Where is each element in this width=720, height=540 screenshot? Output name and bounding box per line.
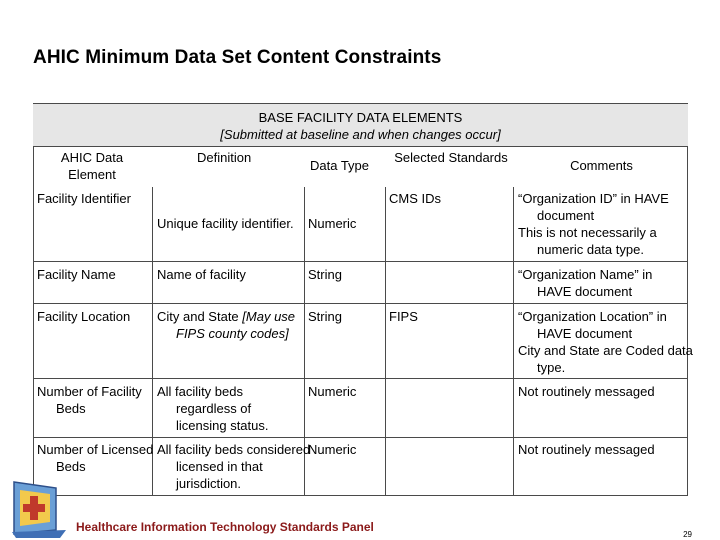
row3-definition-text: City and State	[157, 309, 243, 324]
row2-definition: Name of facility	[157, 267, 246, 282]
row1-comment-line: “Organization ID” in HAVE document	[518, 191, 669, 223]
row5-element: Number of Licensed Beds	[37, 442, 154, 474]
row1-element: Facility Identifier	[37, 191, 131, 206]
header-standards: Selected Standards	[394, 150, 508, 165]
row5-comments	[518, 441, 703, 458]
row4-comment-line: Not routinely messaged	[518, 384, 655, 399]
row3-standards: FIPS	[389, 309, 418, 324]
page-title: AHIC Minimum Data Set Content Constraints	[33, 47, 442, 68]
row3-data-type: String	[308, 309, 342, 324]
header-comments: Comments	[570, 158, 633, 173]
table-banner	[33, 103, 688, 147]
row2-data-type: String	[308, 267, 342, 282]
row1-data-type: Numeric	[308, 216, 357, 231]
row4-element: Number of Facility Beds	[37, 384, 142, 416]
row5-definition: All facility beds considered licensed in that jurisdiction.	[157, 442, 311, 491]
banner-title: BASE FACILITY DATA ELEMENTS	[258, 110, 463, 125]
hitsp-logo-icon	[10, 478, 68, 538]
row1-definition: Unique facility identifier.	[157, 216, 294, 231]
page-number: 29	[683, 530, 692, 539]
header-data-type: Data Type	[310, 158, 370, 173]
logo-cross-horizontal	[23, 504, 45, 512]
row4-data-type: Numeric	[308, 384, 357, 399]
row1-comments	[518, 190, 685, 258]
row3-comments	[518, 308, 697, 376]
row3-definition-note: [May use FIPS county codes]	[176, 309, 296, 341]
header-element: AHIC Data Element	[60, 150, 124, 182]
row5-data-type: Numeric	[308, 442, 357, 457]
row1-comment-note: This is not necessarily a numeric data type.	[518, 225, 657, 257]
row4-definition: All facility beds regardless of licensing status.	[157, 384, 269, 433]
banner-subtitle: [Submitted at baseline and when changes occur]	[220, 127, 501, 142]
row1-standards: CMS IDs	[389, 191, 441, 206]
row3-element: Facility Location	[37, 309, 131, 324]
row3-comment-line: “Organization Location” in HAVE document	[518, 309, 667, 341]
row2-comments	[518, 266, 685, 300]
header-definition: Definition	[197, 150, 252, 165]
row5-comment-line: Not routinely messaged	[518, 442, 655, 457]
footer-text: Healthcare Information Technology Standards Panel	[76, 520, 374, 534]
row2-comment-line: “Organization Name” in HAVE document	[518, 267, 653, 299]
data-elements-table	[33, 103, 693, 496]
row2-element: Facility Name	[37, 267, 116, 282]
row3-comment-note: City and State are Coded data type.	[518, 343, 693, 375]
row3-definition	[157, 308, 304, 342]
row4-comments	[518, 383, 703, 400]
